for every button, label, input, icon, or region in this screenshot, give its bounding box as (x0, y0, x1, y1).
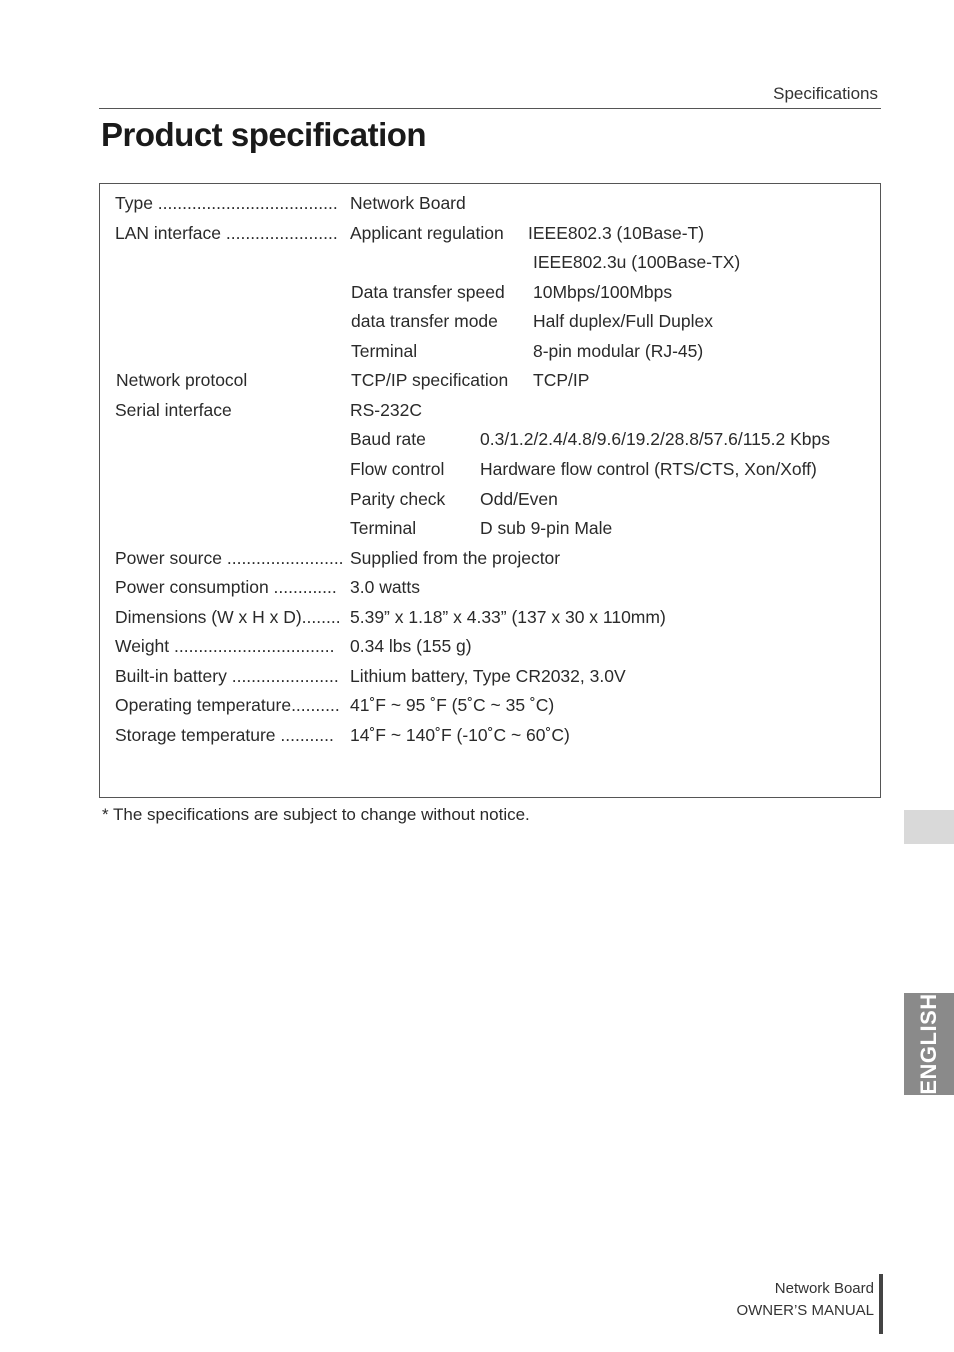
spec-value-power-source: Supplied from the projector (350, 548, 561, 568)
spec-label-operating-temp: Operating temperature.......... (115, 695, 340, 715)
spec-label-power-consumption: Power consumption ............. (115, 577, 337, 597)
lan-speed-label: Data transfer speed (351, 282, 505, 302)
running-header: Specifications (773, 84, 878, 103)
spec-value-weight: 0.34 lbs (155 g) (350, 636, 472, 656)
spec-label-lan: LAN interface ....................... (115, 223, 338, 243)
serial-value: RS-232C (350, 400, 422, 420)
lan-applicant-label: Applicant regulation (350, 223, 504, 243)
spec-label-battery: Built-in battery ...................... (115, 666, 339, 686)
spec-value-type: Network Board (350, 193, 466, 213)
lan-mode-label: data transfer mode (351, 311, 498, 331)
spec-value-operating-temp: 41˚F ~ 95 ˚F (5˚C ~ 35 ˚C) (350, 695, 555, 715)
lan-speed-value: 10Mbps/100Mbps (533, 282, 673, 302)
footer-bar (879, 1274, 883, 1334)
parity-label: Parity check (350, 489, 446, 509)
spec-label-network: Network protocol (116, 370, 248, 390)
footer-product: Network Board (774, 1280, 874, 1297)
baud-value: 0.3/1.2/2.4/4.8/9.6/19.2/28.8/57.6/115.2 Kbps (480, 429, 830, 449)
footnote: * The specifications are subject to change without notice. (102, 805, 530, 824)
spec-label-power-source: Power source ........................ (115, 548, 344, 568)
lan-applicant-value-1: IEEE802.3 (10Base-T) (528, 223, 705, 243)
net-spec-label: TCP/IP specification (351, 370, 509, 390)
spec-value-battery: Lithium battery, Type CR2032, 3.0V (350, 666, 626, 686)
lan-mode-value: Half duplex/Full Duplex (533, 311, 713, 331)
lan-terminal-value: 8-pin modular (RJ-45) (533, 341, 704, 361)
language-tab-label: ENGLISH (916, 993, 941, 1095)
page-footer (736, 1278, 874, 1322)
spec-label-serial: Serial interface (115, 400, 232, 420)
section-tab (904, 810, 954, 844)
lan-terminal-label: Terminal (351, 341, 418, 361)
footer-manual: OWNER’S MANUAL (736, 1302, 874, 1319)
flow-label: Flow control (350, 459, 445, 479)
parity-value: Odd/Even (480, 489, 558, 509)
page-title: Product specification (101, 116, 427, 153)
language-tab (904, 993, 954, 1095)
net-spec-value: TCP/IP (533, 370, 590, 390)
flow-value: Hardware flow control (RTS/CTS, Xon/Xoff) (480, 459, 817, 479)
serial-terminal-value: D sub 9-pin Male (480, 518, 613, 538)
header-rule (99, 108, 881, 109)
spec-label-type: Type ..................................... (115, 193, 338, 213)
spec-value-dimensions: 5.39” x 1.18” x 4.33” (137 x 30 x 110mm) (350, 607, 666, 627)
lan-applicant-value-2: IEEE802.3u (100Base-TX) (533, 252, 741, 272)
spec-label-storage-temp: Storage temperature ........... (115, 725, 334, 745)
spec-value-storage-temp: 14˚F ~ 140˚F (-10˚C ~ 60˚C) (350, 725, 570, 745)
spec-value-power-consumption: 3.0 watts (350, 577, 421, 597)
spec-label-weight: Weight ................................. (115, 636, 335, 656)
spec-label-dimensions: Dimensions (W x H x D)........ (115, 607, 341, 627)
serial-terminal-label: Terminal (350, 518, 417, 538)
baud-label: Baud rate (350, 429, 426, 449)
